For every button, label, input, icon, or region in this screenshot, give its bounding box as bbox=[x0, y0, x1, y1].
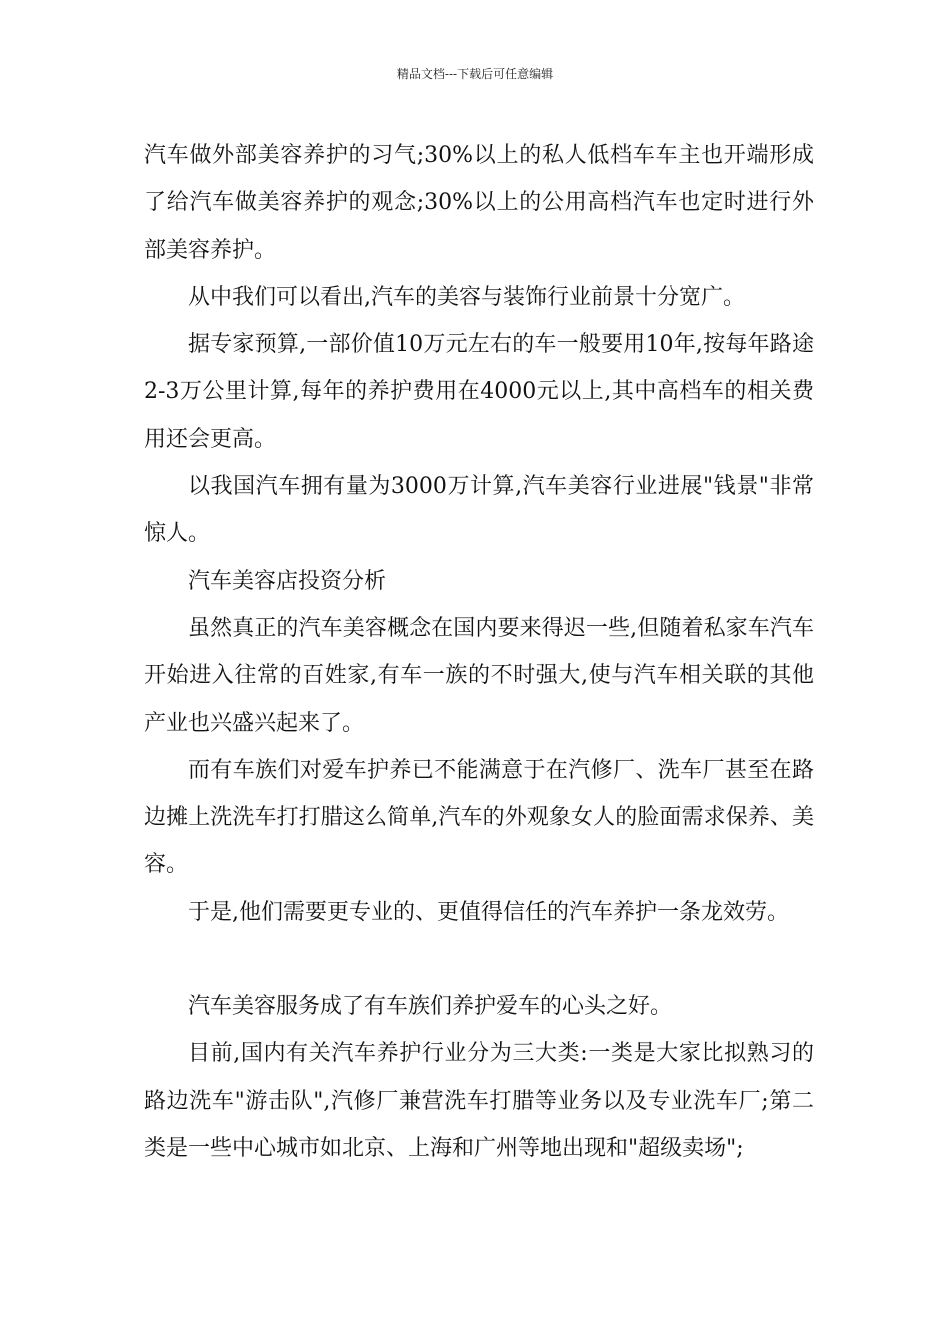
paragraph: 汽车做外部美容养护的习气;30%以上的私人低档车车主也开端形成了给汽车做美容养护的观念;30%以上的公用高档汽车也定时进行外部美容养护。 bbox=[144, 143, 814, 263]
blank-line bbox=[144, 936, 814, 983]
paragraph: 以我国汽车拥有量为3000万计算,汽车美容行业进展"钱景"非常惊人。 bbox=[144, 474, 814, 547]
page-header: 精品文档---下载后可任意编辑 bbox=[396, 67, 554, 81]
paragraph: 而有车族们对爱车护养已不能满意于在汽修厂、洗车厂甚至在路边摊上洗洗车打打腊这么简单,汽车的外观象女人的脸面需求保养、美容。 bbox=[144, 757, 814, 878]
paragraph: 虽然真正的汽车美容概念在国内要来得迟一些,但随着私家车汽车开始进入往常的百姓家,有车一族的不时强大,使与汽车相关联的其他产业也兴盛兴起来了。 bbox=[144, 615, 814, 736]
paragraph: 从中我们可以看出,汽车的美容与装饰行业前景十分宽广。 bbox=[188, 284, 745, 310]
document-body bbox=[144, 132, 814, 1172]
section-heading: 汽车美容店投资分析 bbox=[188, 568, 387, 594]
paragraph: 汽车美容服务成了有车族们养护爱车的心头之好。 bbox=[188, 994, 673, 1020]
paragraph: 据专家预算,一部价值10万元左右的车一般要用10年,按每年路途2-3万公里计算,每年的养护费用在4000元以上,其中高档车的相关费用还会更高。 bbox=[144, 332, 814, 452]
paragraph: 于是,他们需要更专业的、更值得信任的汽车养护一条龙效劳。 bbox=[188, 899, 789, 925]
paragraph: 目前,国内有关汽车养护行业分为三大类:一类是大家比拟熟习的路边洗车"游击队",汽修厂兼营洗车打腊等业务以及专业洗车厂;第二类是一些中心城市如北京、上海和广州等地出现和"超级卖场"; bbox=[144, 1041, 814, 1161]
